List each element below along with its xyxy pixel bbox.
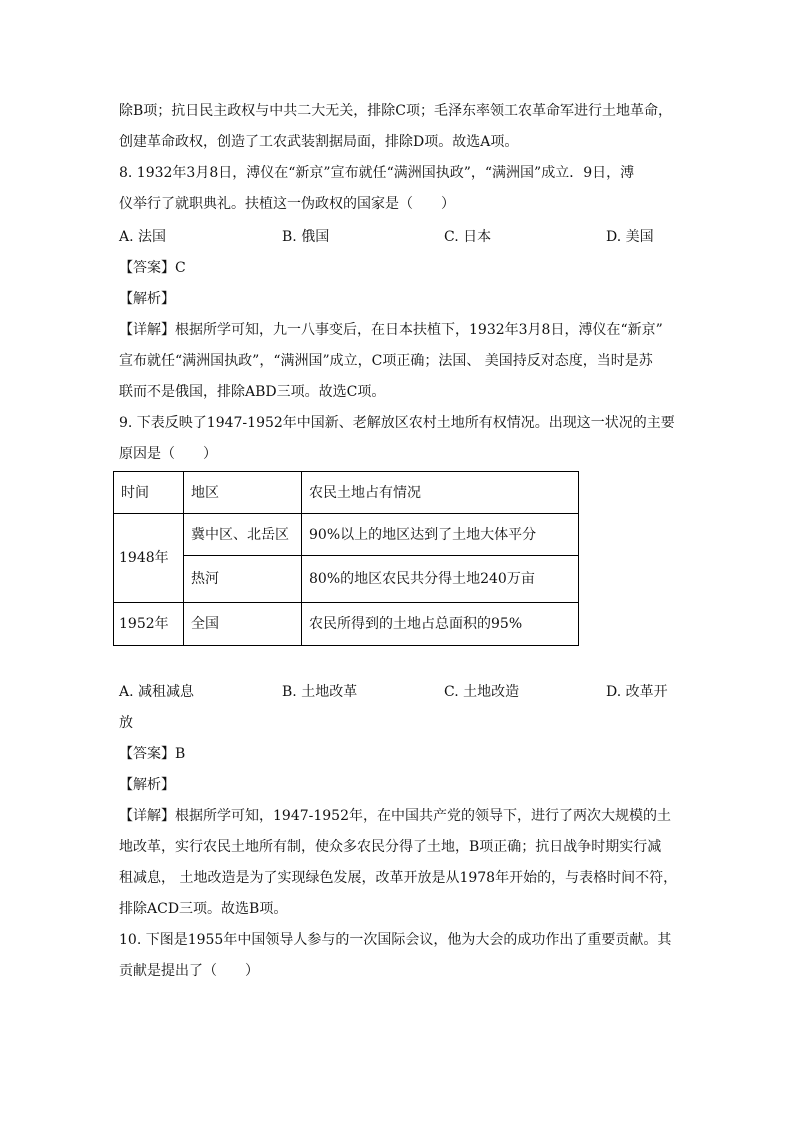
table-cell-region: 全国 — [184, 603, 302, 646]
q8-stem-line-2: 仪举行了就职典礼。扶植这一伪政权的国家是（ ） — [119, 196, 455, 212]
q8-option-c: C. 日本 — [444, 229, 492, 245]
q9-analysis-title: 【解析】 — [119, 777, 175, 793]
table-cell-year-1952: 1952年 — [114, 603, 184, 646]
q8-detail-line-1: 【详解】根据所学可知，九一八事变后，在日本扶植下，1932年3月8日，溥仪在“新京” — [119, 322, 663, 338]
table-row — [114, 556, 579, 603]
q8-detail-line-3: 联而不是俄国，排除ABD三项。故选C项。 — [119, 384, 386, 400]
q8-option-a: A. 法国 — [119, 229, 167, 245]
q9-option-d: D. 改革开 — [606, 684, 668, 700]
table-row — [114, 514, 579, 556]
q9-option-b: B. 土地改革 — [282, 684, 358, 700]
q9-detail-line-3: 租减息， 土地改造是为了实现绿色发展，改革开放是从1978年开始的，与表格时间不符， — [119, 870, 678, 886]
prev-analysis-line-2: 创建革命政权，创造了工农武装割据局面，排除D项。故选A项。 — [119, 134, 519, 150]
table-header-status: 农民土地占有情况 — [302, 472, 579, 514]
q8-analysis-title: 【解析】 — [119, 291, 175, 307]
q9-option-d-wrap: 放 — [119, 715, 133, 731]
q9-option-c: C. 土地改造 — [444, 684, 520, 700]
table-cell-region: 热河 — [184, 556, 302, 603]
q8-option-b: B. 俄国 — [282, 229, 330, 245]
table-header-time: 时间 — [114, 472, 184, 514]
table-cell-status: 农民所得到的土地占总面积的95% — [302, 603, 579, 646]
q8-detail-line-2: 宣布就任“满洲国执政”，“满洲国”成立，C项正确；法国、 美国持反对态度，当时是苏 — [119, 353, 653, 369]
q9-option-a: A. 减租减息 — [119, 684, 195, 700]
table-cell-year-1948: 1948年 — [114, 514, 184, 603]
table-cell-region: 冀中区、北岳区 — [184, 514, 302, 556]
q8-stem-line-1: 8. 1932年3月8日，溥仪在“新京”宣布就任“满洲国执政”，“满洲国”成立．9日，溥 — [119, 165, 635, 181]
q9-stem-line-2: 原因是（ ） — [119, 446, 217, 462]
q9-detail-line-4: 排除ACD三项。故选B项。 — [119, 901, 288, 917]
q8-option-d: D. 美国 — [606, 229, 654, 245]
land-ownership-table — [113, 471, 579, 646]
table-row — [114, 603, 579, 646]
table-cell-status: 80%的地区农民共分得土地240万亩 — [302, 556, 579, 603]
q9-stem-line-1: 9. 下表反映了1947-1952年中国新、老解放区农村土地所有权情况。出现这一状况的主要 — [119, 415, 675, 431]
table-header-row — [114, 472, 579, 514]
q10-stem-line-2: 贡献是提出了（ ） — [119, 963, 259, 979]
q9-detail-line-1: 【详解】根据所学可知，1947-1952年，在中国共产党的领导下，进行了两次大规模的土 — [119, 808, 671, 824]
table-header-region: 地区 — [184, 472, 302, 514]
prev-analysis-line-1: 除B项；抗日民主政权与中共二大无关，排除C项；毛泽东率领工农革命军进行土地革命， — [119, 103, 672, 119]
q9-answer: 【答案】B — [119, 746, 186, 762]
q8-answer: 【答案】C — [119, 260, 186, 276]
q9-detail-line-2: 地改革，实行农民土地所有制，使众多农民分得了土地，B项正确；抗日战争时期实行减 — [119, 839, 662, 855]
table-cell-status: 90%以上的地区达到了土地大体平分 — [302, 514, 579, 556]
q10-stem-line-1: 10. 下图是1955年中国领导人参与的一次国际会议，他为大会的成功作出了重要贡献。其 — [119, 932, 672, 948]
